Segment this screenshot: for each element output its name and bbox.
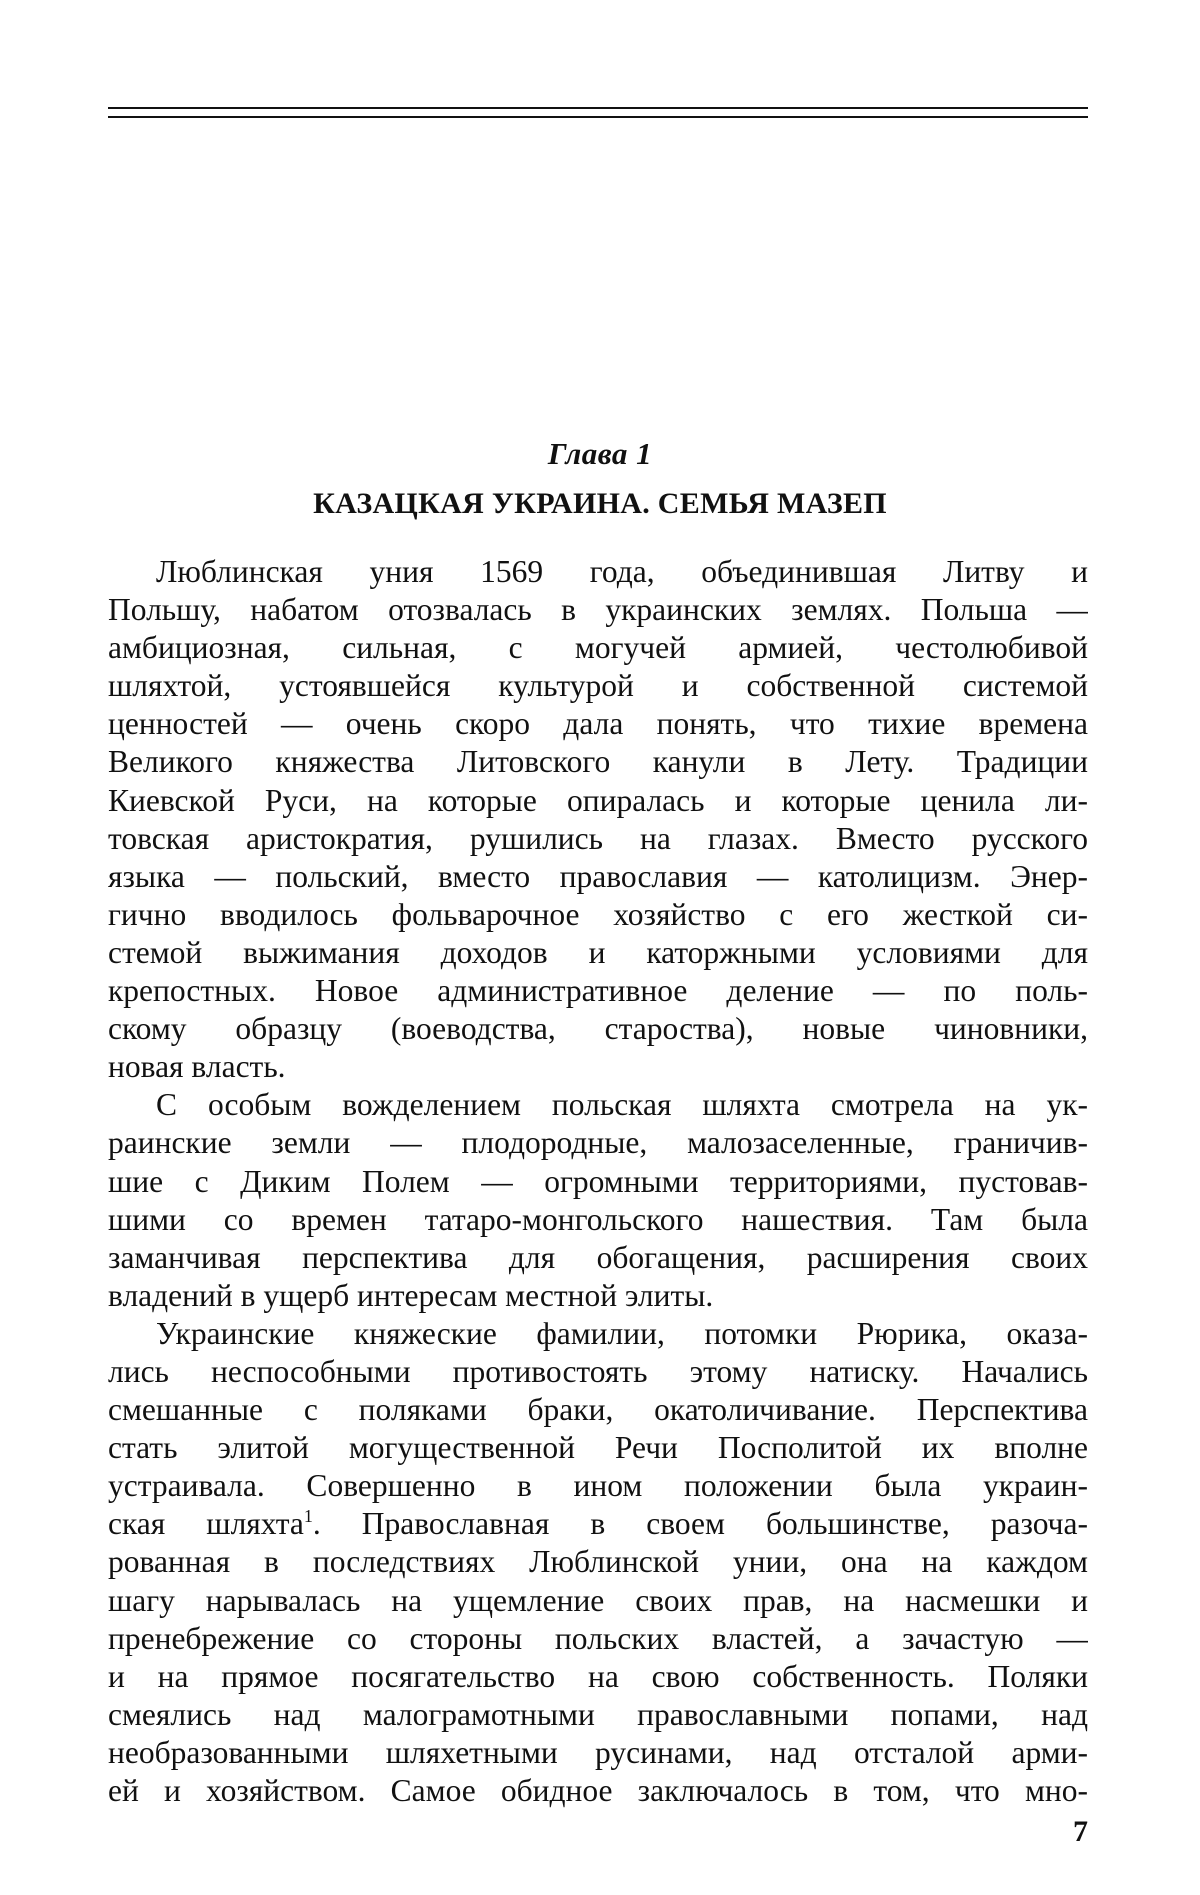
text-line: Киевской Руси, на которые опиралась и которые ценила ли- [108,782,1088,818]
paragraph-2 [108,1086,1088,1315]
text-line: Украинские княжеские фамилии, потомки Рюрика, оказа- [156,1315,1088,1351]
text-line: шляхтой, устоявшейся культурой и собственной системой [108,668,1088,704]
text-line: товская аристократия, рушились на глазах. Вместо русского [108,820,1088,856]
text-line: ей и хозяйством. Самое обидное заключалось в том, что мно- [108,1773,1088,1808]
text-line: крепостных. Новое административное деление — по поль- [108,973,1088,1009]
paragraph-3 [108,1315,1088,1810]
page-number: 7 [1073,1815,1088,1848]
text-line: шагу нарывалась на ущемление своих прав, на насмешки и [108,1582,1088,1618]
chapter-title: КАЗАЦКАЯ УКРАИНА. СЕМЬЯ МАЗЕП [313,487,887,520]
text-line-with-footnote [108,1505,1088,1543]
text-line: новая власть. [108,1049,286,1085]
text-line: языка — польский, вместо православия — католицизм. Энер- [108,858,1088,894]
text-line: смеялись над малограмотными православными попами, над [108,1696,1088,1732]
header-rule-bottom [108,116,1088,118]
text-line: амбициозная, сильная, с могучей армией, честолюбивой [108,630,1088,666]
text-line: лись неспособными противостоять этому натиску. Начались [108,1353,1088,1389]
text-fragment: . Православная в своем большинстве, разоча- [312,1506,1088,1542]
body-text [108,553,1088,1810]
text-line: владений в ущерб интересам местной элиты. [108,1277,714,1313]
text-line: шие с Диким Полем — огромными территориями, пустовав- [108,1163,1088,1199]
text-line: раинские земли — плодородные, малозаселенные, граничив- [108,1125,1088,1161]
text-line: Польшу, набатом отозвалась в украинских землях. Польша — [108,592,1088,628]
text-line: Великого княжества Литовского канули в Лету. Традиции [108,744,1088,780]
chapter-label: Глава 1 [547,436,653,471]
text-line: С особым вожделением польская шляхта смотрела на ук- [156,1087,1088,1123]
text-line: устраивала. Совершенно в ином положении была украин- [108,1468,1088,1504]
footnote-marker: 1 [303,1506,313,1527]
text-line: рованная в последствиях Люблинской унии, она на каждом [108,1544,1088,1580]
header-rule-top [108,107,1088,109]
text-line: смешанные с поляками браки, окатоличивание. Перспектива [108,1392,1088,1428]
text-line: ценностей — очень скоро дала понять, что тихие времена [108,706,1088,742]
text-line: стемой выжимания доходов и каторжными условиями для [108,934,1088,970]
text-fragment: ская шляхта [108,1506,304,1542]
text-line: заманчивая перспектива для обогащения, расширения своих [108,1239,1088,1275]
text-line: гично вводилось фольварочное хозяйство с его жесткой си- [108,896,1088,932]
text-line: Люблинская уния 1569 года, объединившая Литву и [156,554,1088,589]
text-line: необразованными шляхетными русинами, над отсталой арми- [108,1734,1088,1770]
text-line: и на прямое посягательство на свою собственность. Поляки [108,1658,1088,1694]
text-line: пренебрежение со стороны польских властей, а зачастую — [108,1620,1088,1656]
text-line: шими со времен татаро-монгольского нашествия. Там была [108,1201,1088,1237]
text-line: скому образцу (воеводства, староства), новые чиновники, [108,1011,1088,1047]
text-line: стать элитой могущественной Речи Посполитой их вполне [108,1430,1088,1466]
paragraph-1 [108,553,1088,1086]
